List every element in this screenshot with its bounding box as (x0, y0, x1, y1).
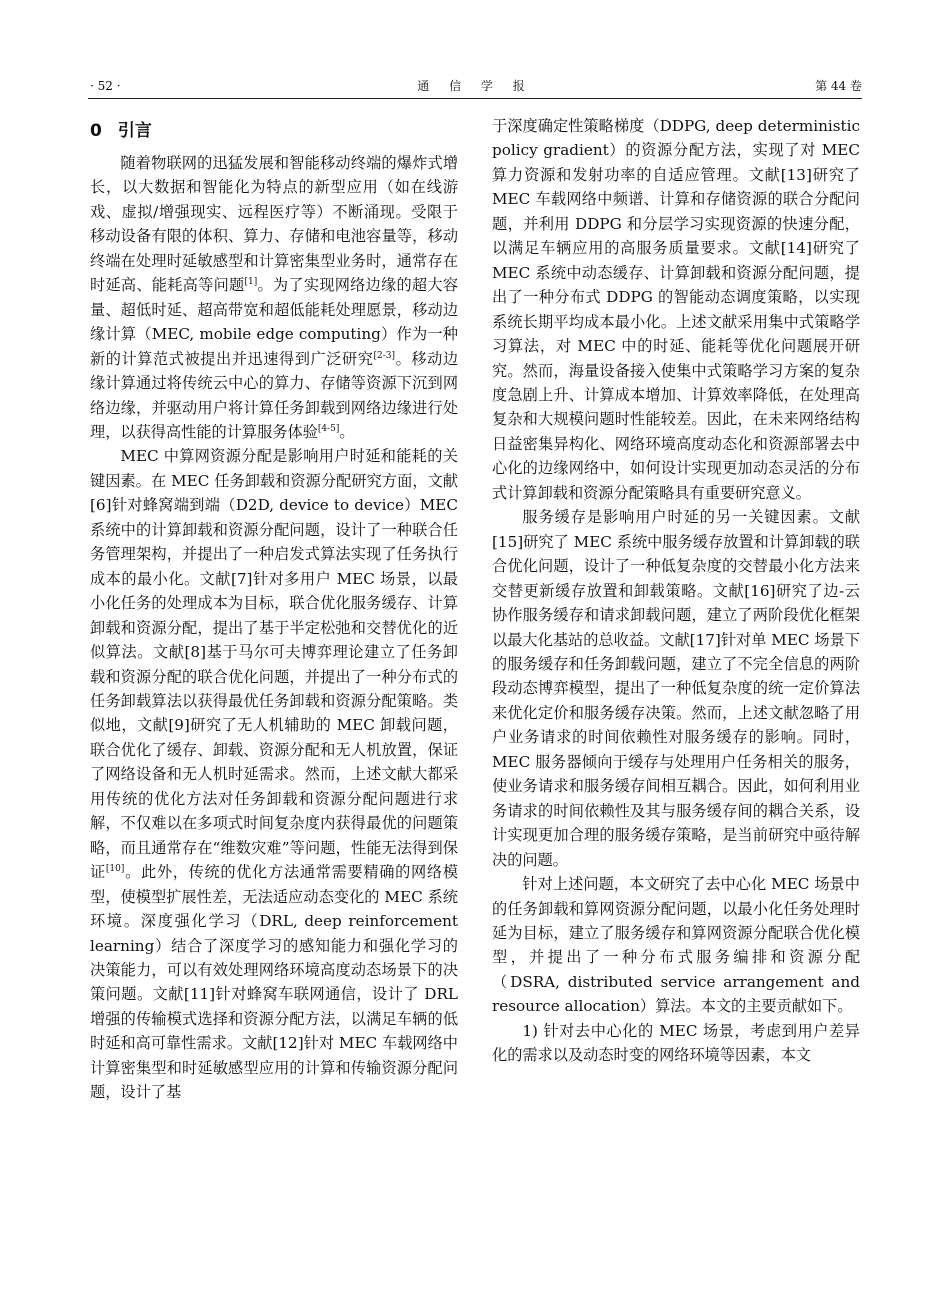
paragraph (90, 444, 458, 1104)
page-header (88, 76, 862, 99)
citation: [10] (105, 864, 125, 875)
right-column (492, 114, 860, 1068)
paragraph: 针对上述问题，本文研究了去中心化 MEC 场景中的任务卸载和算网资源分配问题，以最小化任务处理时延为目标，建立了服务缓存和算网资源分配联合优化模型，并提出了一种分布式服务编排和资源分配（DSRA, distributed service arrangement and resource allocation）算法。本文的主要贡献如下。 (492, 875, 860, 1016)
page-number: · 52 · (90, 79, 121, 93)
left-column (90, 114, 458, 1105)
volume-label: 第 44 卷 (815, 79, 862, 93)
section-heading (90, 119, 458, 143)
journal-name: 通 信 学 报 (417, 79, 533, 93)
paragraph: 服务缓存是影响用户时延的另一关键因素。文献[15]研究了 MEC 系统中服务缓存放置和计算卸载的联合优化问题，设计了一种低复杂度的交替最小化方法来交替更新缓存放置和卸载策略。文献[16]研究了边-云协作服务缓存和请求卸载问题，建立了两阶段优化框架以最大化基站的总收益。文献[17]针对单 MEC 场景下的服务缓存和任务卸载问题，建立了不完全信息的两阶段动态博弈模型，提出了一种低复杂度的统一定价算法来优化定价和服务缓存决策。然而，上述文献忽略了用户业务请求的时间依赖性对服务缓存的影响。同时，MEC 服务器倾向于缓存与处理用户任务相关的服务，使业务请求和服务缓存间相互耦合。因此，如何利用业务请求的时间依赖性及其与服务缓存间的耦合关系，设计实现更加合理的服务缓存策略，是当前研究中亟待解决的问题。 (492, 508, 860, 869)
text-run: 。 (339, 422, 355, 441)
text-run: MEC 中算网资源分配是影响用户时延和能耗的关键因素。在 MEC 任务卸载和资源分配研究方面，文献[6]针对蜂窝端到端（D2D, device to device）MEC 系统中的计算卸载和资源分配问题，设计了一种联合任务管理架构，并提出了一种启发式算法实现了任务执行成本的最小化。文献[7]针对多用户 MEC 场景，以最小化任务的处理成本为目标，联合优化服务缓存、计算卸载和资源分配，提出了基于半定松弛和交替优化的近似算法。文献[8]基于马尔可夫博弈理论建立了任务卸载和资源分配的联合优化问题，并提出了一种分布式的任务卸载算法以获得最优任务卸载和资源分配策略。类似地，文献[9]研究了无人机辅助的 MEC 卸载问题，联合优化了缓存、卸载、资源分配和无人机放置，保证了网络设备和无人机时延需求。然而，上述文献大都采用传统的优化方法对任务卸载和资源分配问题进行求解，不仅难以在多项式时间复杂度内获得最优的问题策略，而且通常存在“维数灾难”等问题，性能无法得到保证 (90, 447, 458, 882)
paragraph: 于深度确定性策略梯度（DDPG, deep deterministic policy gradient）的资源分配方法，实现了对 MEC 算力资源和发射功率的自适应管理。文献[13]研究了 MEC 车载网络中频谱、计算和存储资源的联合分配问题，并利用 DDPG 和分层学习实现资源的快速分配，以满足车辆应用的高服务质量要求。文献[14]研究了 MEC 系统中动态缓存、计算卸载和资源分配问题，提出了一种分布式 DDPG 的智能动态调度策略，以实现系统长期平均成本最小化。上述文献采用集中式策略学习算法，对 MEC 中的时延、能耗等优化问题展开研究。然而，海量设备接入使集中式策略学习方案的复杂度急剧上升、计算成本增加、计算效率降低，在处理高复杂和大规模问题时性能较差。因此，在未来网络结构日益密集异构化、网络环境高度动态化和资源部署去中心化的边缘网络中，如何设计实现更加动态灵活的分布式计算卸载和资源分配策略具有重要研究意义。 (492, 117, 860, 502)
text-run: 。为了实现网络边缘的超大容量、超低时延、超高带宽和超低能耗处理愿景，移动边缘计算（MEC, mobile edge computing）作为一种新的计算范式被提出并迅速得到广泛研究 (90, 276, 459, 368)
citation: [1] (244, 277, 258, 288)
paragraph (90, 151, 458, 444)
citation: [4-5] (317, 423, 340, 434)
text-run: 。此外，传统的优化方法通常需要精确的网络模型，使模型扩展性差，无法适应动态变化的 MEC 系统环境。深度强化学习（DRL, deep reinforcement learning）结合了深度学习的感知能力和强化学习的决策能力，可以有效处理网络环境高度动态场景下的决策问题。文献[11]针对蜂窝车联网通信，设计了 DRL 增强的传输模式选择和资源分配方法，以满足车辆的低时延和高可靠性需求。文献[12]针对 MEC 车载网络中计算密集型和时延敏感型应用的计算和传输资源分配问题，设计了基 (90, 863, 459, 1102)
paragraph: 1) 针对去中心化的 MEC 场景，考虑到用户差异化的需求以及动态时变的网络环境等因素，本文 (492, 1021, 860, 1065)
text-run: 。移动边缘计算通过将传统云中心的算力、存储等资源下沉到网络边缘，并驱动用户将计算任务卸载到网络边缘进行处理，以获得高性能的计算服务体验 (90, 349, 459, 441)
citation: [2-3] (373, 350, 396, 361)
section-title: 引言 (117, 121, 152, 141)
section-number: 0 (90, 121, 102, 141)
text-run: 随着物联网的迅猛发展和智能移动终端的爆炸式增长，以大数据和智能化为特点的新型应用（如在线游戏、虚拟/增强现实、远程医疗等）不断涌现。受限于移动设备有限的体积、算力、存储和电池容量等，移动终端在处理时延敏感型和计算密集型业务时，通常存在时延高、能耗高等问题 (90, 154, 458, 295)
